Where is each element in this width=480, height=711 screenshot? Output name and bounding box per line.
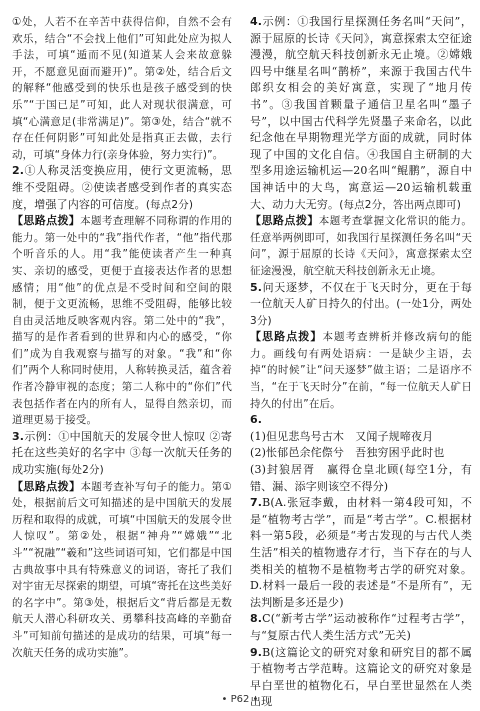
analysis-tag-4: 【思路点拨】	[250, 214, 319, 228]
analysis-tag-5: 【思路点拨】	[250, 330, 323, 344]
answer-2	[12, 163, 232, 213]
answer-2-text: ①人称灵活变换应用，使行文更流畅，思维不受阻碍。②使读者感受到作者的真实态度，增强了内容的可信度。	[12, 164, 232, 211]
analysis-tag-3: 【思路点拨】	[12, 479, 81, 493]
answer-7-text: B(A.张冠李戴，由材料一第4段可知，不是“植物考古学”，而是“考古学”。C.根据材料一第5段，必须是“考古发现的与古代人类生活”相关的植物遗存才行，当下存在的与人类相关的植物不是植物考古学的研究对象。D.材料一最后一段的表述是“不是所有”，无法判断是多还是少)	[250, 496, 472, 609]
analysis-2-text: 本题考查理解不同称谓的作用的能力。第一处中的“我”指代作者，“他”指代那个听音乐的人。用“我”能使读者产生一种真实、亲切的感受，更便于直接表达作者的思想感情；用“他”的优点是不受时间和空间的限制，便于文更流畅，思维不受阻碍，能够比较自由灵活地反映客观内容。第二处中的“我”，描写的是作者看到的世界和内心的感受，“你们”成为自我观察与描写的对象。“我”和“你们”两个人称同时使用，人称转换灵活，蕴含着作者冷静审视的态度；第二人称中的“你们”代表包括作者在内的所有人，显得自然亲切，而道理更易于接受。	[12, 215, 232, 427]
right-column	[250, 14, 472, 711]
question-number-5: 5.	[250, 280, 263, 294]
answer-7	[250, 495, 472, 611]
analysis-3-text: 本题考查补写句子的能力。第①处，根据前后文可知描述的是中国航天的发展历程和取得的成就，可填“中国航天的发展令世人惊叹”。第②处，根据“神舟”“嫦娥”“北斗”“祝融”“羲和”这些词语可知，它们都是中国古典故事中具有特殊意义的词语，寄托了我们对宇宙无尽探索的期望，可填“寄托在这些美好的名字中”。第③处，根据后文“背后都是无数航天人潜心科研攻关、勇攀科技高峰的辛勤奋斗”可知前句描述的是成功的结果，可填“每一次航天任务的成功实施”。	[12, 480, 233, 659]
answer-4-text: 示例：①我国行星探测任务名叫“天问”，源于屈原的长诗《天问》，寓意探索太空征途漫漫，航空航天科技创新永无止境。②嫦娥四号中继星名叫“鹊桥”，来源于我国古代牛郎织女相会的美好寓意，实现了“地月传书”。③我国首颗量子通信卫星名叫“墨子号”，以中国古代科学先贤墨子来命名，以此纪念他在早期物理光学方面的成就，同时体现了中国的文化自信。④我国自主研制的大型多用途运输机运—20名叫“鲲鹏”，源自中国神话中的大鸟，寓意运—20运输机载重大、动力大无穷。	[250, 15, 472, 211]
answer-1-text: ①处，人若不在辛苦中获得信仰，自然不会有欢乐，结合“不会找上他们”可知此处应为拟人手法，可填“遁而不见(知道某人会来故意躲开，不愿意见面而避开)”。第②处，结合后文的解释“他感受到的快乐也是孩子感受到的快乐”“于国已足”可知，此人对现状很满意，可填“心满意足(非常满足)”。第③处，结合“就不存在任何阴影”可知此处是指真正去做，去行动，可填“身体力行(亲身体验，努力实行)”。	[12, 16, 232, 161]
answer-9-text: B(这篇论文的研究对象和研究目的都不属于植物考古学范畴。这篇论文的研究对象是早白垩世的植物化石，早白垩世显然在人类出现	[250, 645, 472, 709]
analysis-5-text: 本题考查辨析并修改病句的能力。画线句有两处语病：一是缺少主语，去掉“的时候”让“问天逐梦”做主语；二是语序不当，“在于飞天时分”在前，“每一位航天人矿日持久的付出”在后。	[250, 331, 472, 410]
answer-1-continued	[12, 14, 232, 163]
question-number-6: 6.	[250, 413, 263, 427]
question-number-8: 8.	[250, 612, 263, 626]
analysis-2	[12, 213, 232, 429]
question-number-3: 3.	[12, 429, 25, 443]
answer-6-line-2: (2)怅郁邑余侘傺兮 吾独穷困乎此时也	[250, 446, 445, 460]
analysis-tag-2: 【思路点拨】	[12, 214, 81, 228]
answer-6	[250, 412, 472, 429]
question-number-2: 2.	[12, 164, 25, 178]
left-column	[12, 14, 232, 661]
question-number-9: 9.	[250, 645, 263, 659]
question-number-4: 4.	[250, 15, 263, 28]
answer-2-score: (每点2分)	[145, 198, 194, 211]
answer-5-score: (一处1分，两处3分)	[250, 298, 472, 327]
answer-4-score: (每点2分，答出两点即可)	[339, 198, 462, 211]
answer-5-text: 问天逐梦，不仅在于飞天时分，更在于每一位航天人矿日持久的付出。	[250, 280, 472, 311]
answer-6-line-3: (3)封狼居胥 赢得仓皇北顾(每空1分，有错、漏、添字则该空不得分)	[250, 463, 472, 493]
answer-3-text: 示例：①中国航天的发展令世人惊叹 ②寄托在这些美好的名字中 ③每一次航天任务的成功实施	[12, 429, 232, 477]
answer-8-text: C(“新考古学”运动被称作“过程考古学”，与“复原古代人类生活方式”无关)	[250, 612, 472, 642]
page-number: • P62 •	[221, 694, 259, 705]
answer-5	[250, 280, 472, 330]
analysis-4	[250, 213, 472, 279]
answer-6-line-1: (1)但见悲鸟号古木 又闻子规啼夜月	[250, 429, 434, 443]
answer-3	[12, 429, 232, 479]
question-number-7: 7.	[250, 496, 263, 510]
answer-3-score: (每处2分)	[56, 464, 104, 477]
answer-4	[250, 14, 472, 213]
analysis-4-text: 本题考查掌握文化常识的能力。任意举两例即可，如我国行星探测任务名叫“天问”，源于屈原的长诗《天问》，寓意探索太空征途漫漫，航空航天科技创新永无止境。	[250, 215, 472, 277]
analysis-3	[12, 479, 232, 662]
answer-8	[250, 611, 472, 644]
analysis-5	[250, 329, 472, 412]
